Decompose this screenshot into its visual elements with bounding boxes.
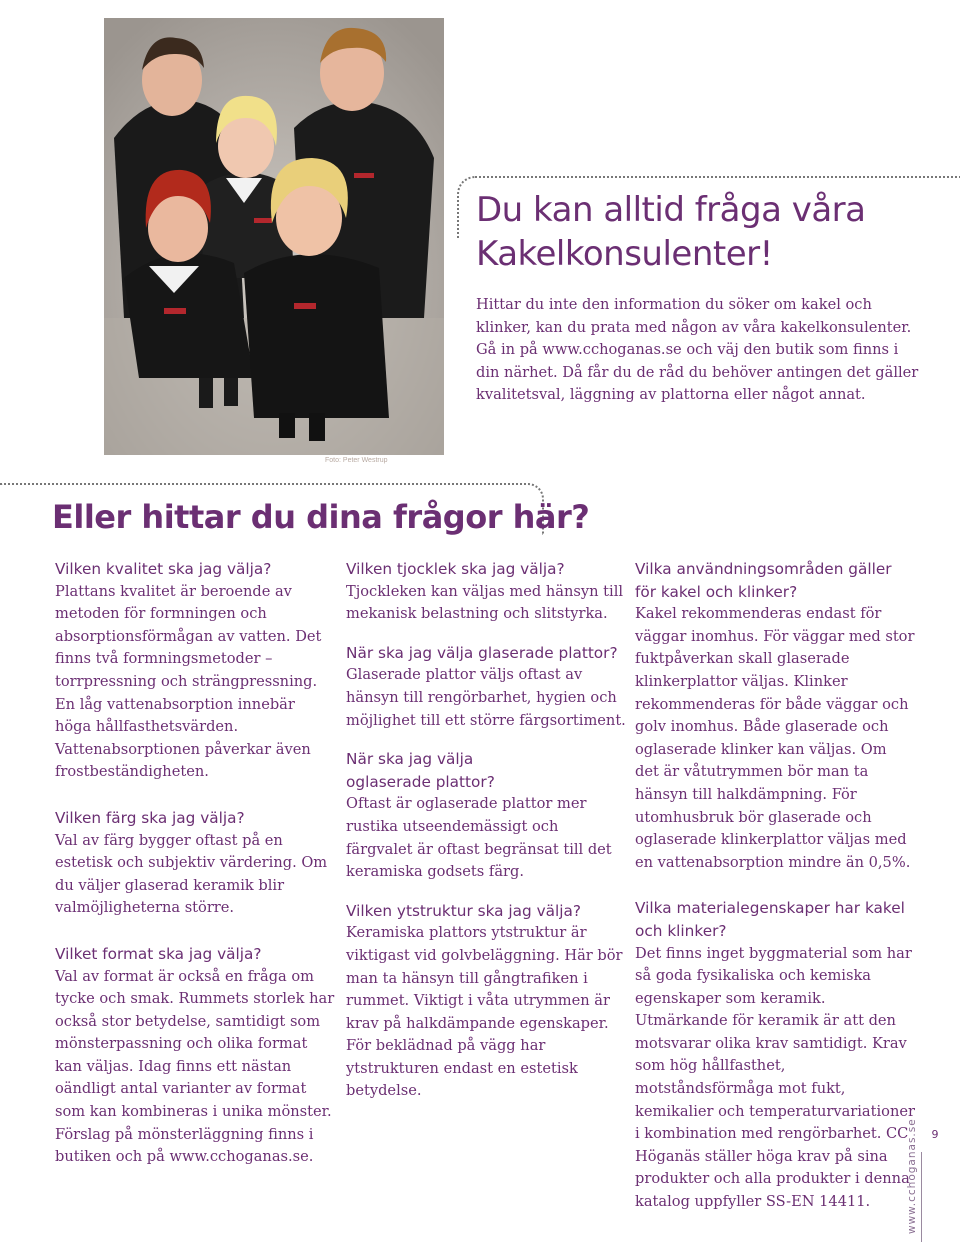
faq-item-thickness [346, 558, 628, 626]
faq-item-quality [55, 558, 335, 784]
faq-answer: Oftast är oglaserade plattor mer rustika utseendemässigt och färgvalet är oftast begränsat till det keramiska godsets färg. [346, 795, 612, 881]
faq-item-surface [346, 900, 628, 1103]
faq-answer: Keramiska plattors ytstruktur är viktigast vid golvbeläggning. Här bör man ta hänsyn till gångtrafiken i rummet. Viktigt i våta utrymmen är krav på halkdämpande egenskaper. För beklädnad på vägg har ytstrukturen endast en estetisk betydelse. [346, 924, 623, 1100]
faq-answer: Tjockleken kan väljas med hänsyn till mekanisk belastning och slitstyrka. [346, 582, 624, 623]
faq-question: När ska jag välja glaserade plattor? [346, 643, 618, 662]
intro-text: Hittar du inte den information du söker om kakel och klinker, kan du prata med någon av våra kakelkonsulenter. Gå in på www.cchoganas.se och väj den butik som finns i din närhet. Då får du de råd du behöver antingen det gäller kvalitetsval, läggning av plattorna eller något annat. [476, 296, 919, 404]
page-number: 9 [931, 1128, 939, 1141]
footer-url: www.cchoganas.se [906, 1118, 918, 1234]
faq-answer: Val av färg bygger oftast på en estetisk och subjektiv värdering. Om du väljer glaserad keramik blir valmöjligheterna större. [55, 831, 328, 917]
faq-question: Vilken kvalitet ska jag välja? [55, 560, 272, 578]
faq-question: När ska jag välja oglaserade plattor? [346, 750, 495, 791]
faq-question: Vilka användningsområden gäller för kakel och klinker? [635, 560, 892, 601]
faq-item-usage [635, 558, 915, 874]
faq-answer: Glaserade plattor väljs oftast av hänsyn till rengörbarhet, hygien och möjlighet till ett större färgsortiment. [346, 666, 626, 729]
faq-title: Eller hittar du dina frågor här? [52, 498, 590, 536]
page-title: Du kan alltid fråga våra Kakelkonsulenter! [476, 190, 866, 274]
staff-photo [104, 18, 444, 455]
faq-question: Vilken ytstruktur ska jag välja? [346, 901, 582, 920]
faq-answer: Plattans kvalitet är beroende av metoden för formningen och absorptionsförmågan av vatten. Det finns två formningsmetoder – torrpressning och strängpressning. En låg vattenabsorption innebär höga hållfasthetsvärden. Vattenabsorptionen påverkar även frostbeständigheten. [55, 582, 322, 781]
faq-item-color [55, 807, 335, 920]
faq-question: Vilken färg ska jag välja? [55, 808, 245, 827]
faq-column-3 [635, 558, 915, 1214]
faq-item-material [635, 897, 915, 1213]
sidebar-divider [921, 1152, 922, 1242]
faq-answer: Val av format är också en fråga om tycke och smak. Rummets storlek har också stor betydelse, samtidigt som mönsterpassning och olika format kan väljas. Idag finns ett nästan oändligt antal varianter av format som kan kombineras i unika mönster. Förslag på mönsterläggning finns i butiken och på www.cchoganas.se. [55, 967, 335, 1166]
faq-answer: Det finns inget byggmaterial som har så goda fysikaliska och kemiska egenskaper som keramik. Utmärkande för keramik är att den motsvarar olika krav samtidigt. Krav som hög hållfasthet, motståndsförmåga mot fukt, kemikalier och temperaturvariationer i kombination med rengörbarhet. CC Höganäs ställer höga krav på sina produkter och alla produkter i denna katalog uppfyller SS-EN 14411. [635, 944, 915, 1211]
faq-item-format [55, 943, 335, 1169]
faq-question: Vilka materialegenskaper har kakel och klinker? [635, 899, 905, 940]
faq-column-2 [346, 558, 628, 1103]
faq-column-1 [55, 558, 335, 1169]
faq-item-glazed [346, 642, 628, 732]
faq-answer: Kakel rekommenderas endast för väggar inomhus. För väggar med stor fuktpåverkan skall glaserade klinkerplattor väljas. Klinker rekommenderas för både väggar och golv inomhus. Både glaserade och oglaserade klinker kan väljas. Om det är våtutrymmen bör man ta hänsyn till halkdämpning. För utomhusbruk bör glaserade och oglaserade klinkerplattor väljas med en vattenabsorption mindre än 0,5%. [635, 605, 915, 871]
faq-question: Vilket format ska jag välja? [55, 944, 262, 963]
photo-credit: Foto: Peter Westrup [325, 457, 388, 464]
faq-item-unglazed [346, 748, 628, 884]
faq-question: Vilken tjocklek ska jag välja? [346, 560, 565, 578]
